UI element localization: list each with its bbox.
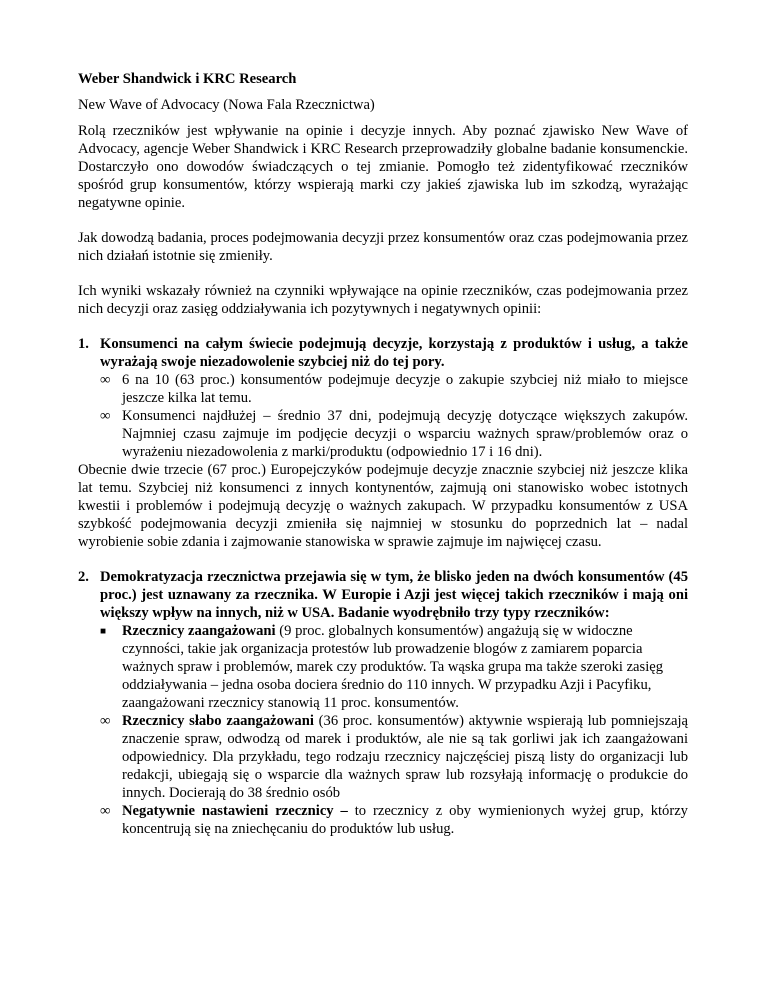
advocate-type-label: Rzecznicy słabo zaangażowani <box>122 713 314 729</box>
paragraph-factors: Ich wyniki wskazały również na czynniki wpływające na opinie rzeczników, czas podejmowania przez nich decyzji oraz zasięg oddziaływania ich pozytywnych i negatywnych opinii: <box>78 283 688 317</box>
section-1-heading: Konsumenci na całym świecie podejmują decyzje, korzystają z produktów i usług, a także wyrażają swoje niezadowolenie szybciej niż do tej pory. <box>100 336 688 370</box>
section-1 <box>78 335 688 551</box>
section-1-bullet-list <box>78 371 688 461</box>
infinity-bullet-icon: ∞ <box>100 803 111 819</box>
section-1-closing-paragraph: Obecnie dwie trzecie (67 proc.) Europejczyków podejmuje decyzje znacznie szybciej niż jeszcze klika lat temu. Szybciej niż konsumenci z innych kontynentów, zajmują oni stanowisko wobec istotnych kwestii i problemów i podejmują decyzję o ważnych zakupach. W przypadku konsumentów z USA szybkość podejmowania decyzji zmieniła się najmniej w stosunku do poprzednich lat – nadal wyrobienie sobie zdania i zajmowanie stanowiska w sprawie zajmuje im najwięcej czasu. <box>78 462 688 550</box>
section-2 <box>78 568 688 838</box>
section-2-number: 2. <box>78 569 89 585</box>
bullet-text: Konsumenci najdłużej – średnio 37 dni, podejmują decyzję dotyczące większych zakupów. Najmniej czasu zajmuje im podjęcie decyzji o wsparciu ważnych spraw/problemów oraz o wyrażeniu niezadowolenia z marki/produktu (odpowiednio 17 i 16 dni). <box>122 408 688 460</box>
list-item <box>100 802 688 838</box>
list-item <box>100 712 688 802</box>
intro-paragraph: Rolą rzeczników jest wpływanie na opinie i decyzje innych. Aby poznać zjawisko New Wave of Advocacy, agencje Weber Shandwick i KRC Research przeprowadziły globalne badanie konsumenckie. Dostarczyło ono dowodów świadczących o tej zmianie. Pomogło też zidentyfikować rzeczników spośród grup konsumentów, którzy wspierają marki czy jakieś zjawiska lub im szkodzą, wyrażając negatywne opinie. <box>78 123 688 211</box>
paragraph-decision-process: Jak dowodzą badania, proces podejmowania decyzji przez konsumentów oraz czas podejmowania przez nich działań istotnie się zmieniły. <box>78 230 688 264</box>
doc-title: Weber Shandwick i KRC Research <box>78 71 297 87</box>
infinity-bullet-icon: ∞ <box>100 713 111 729</box>
section-1-number: 1. <box>78 336 89 352</box>
list-item <box>100 622 688 712</box>
section-2-heading: Demokratyzacja rzecznictwa przejawia się w tym, że blisko jeden na dwóch konsumentów (45 proc.) jest uznawany za rzecznika. W Europie i Azji jest więcej takich rzeczników i mają oni większy wpływ na innych, niż w USA. Badanie wyodrębniło trzy typy rzeczników: <box>100 569 688 621</box>
doc-subtitle: New Wave of Advocacy (Nowa Fala Rzecznictwa) <box>78 97 375 113</box>
document-page <box>78 70 688 838</box>
advocate-type-description: (36 proc. konsumentów) aktywnie wspierają lub pomniejszają znaczenie spraw, odwodzą od marek i produktów, ale nie są tak gorliwi jak ich zaangażowani odpowiednicy. Dla przykładu, tego rodzaju rzecznicy najczęściej piszą listy do organizacji lub redakcji, ubiegają się o wsparcie dla ważnych spraw lub rozsyłają informację o produkcie do innych. Docierają do 38 średnio osób <box>122 713 688 801</box>
infinity-bullet-icon: ∞ <box>100 408 111 424</box>
advocate-type-label: Rzecznicy zaangażowani <box>122 623 276 639</box>
advocate-type-label: Negatywnie nastawieni rzecznicy – <box>122 803 348 819</box>
section-2-bullet-list <box>78 622 688 838</box>
bullet-text: 6 na 10 (63 proc.) konsumentów podejmuje decyzje o zakupie szybciej niż miało to miejsce jeszcze kilka lat temu. <box>122 372 688 406</box>
list-item <box>100 407 688 461</box>
advocate-type-description: (9 proc. globalnych konsumentów) angażują się w widoczne czynności, takie jak organizacja protestów lub prowadzenie blogów z zamiarem poparcia ważnych spraw i problemów, marek czy produktów. Ta wąska grupa ma także szeroki zasięg oddziaływania – jedna osoba dociera średnio do 110 innych. W przypadku Azji i Pacyfiku, zaangażowani rzecznicy stanowią 11 proc. konsumentów. <box>122 623 664 711</box>
square-bullet-icon: ■ <box>100 626 107 637</box>
advocate-type-description: to rzecznicy z oby wymienionych wyżej grup, którzy koncentrują się na zniechęcaniu do produktów lub usług. <box>122 803 688 837</box>
infinity-bullet-icon: ∞ <box>100 372 111 388</box>
list-item <box>100 371 688 407</box>
